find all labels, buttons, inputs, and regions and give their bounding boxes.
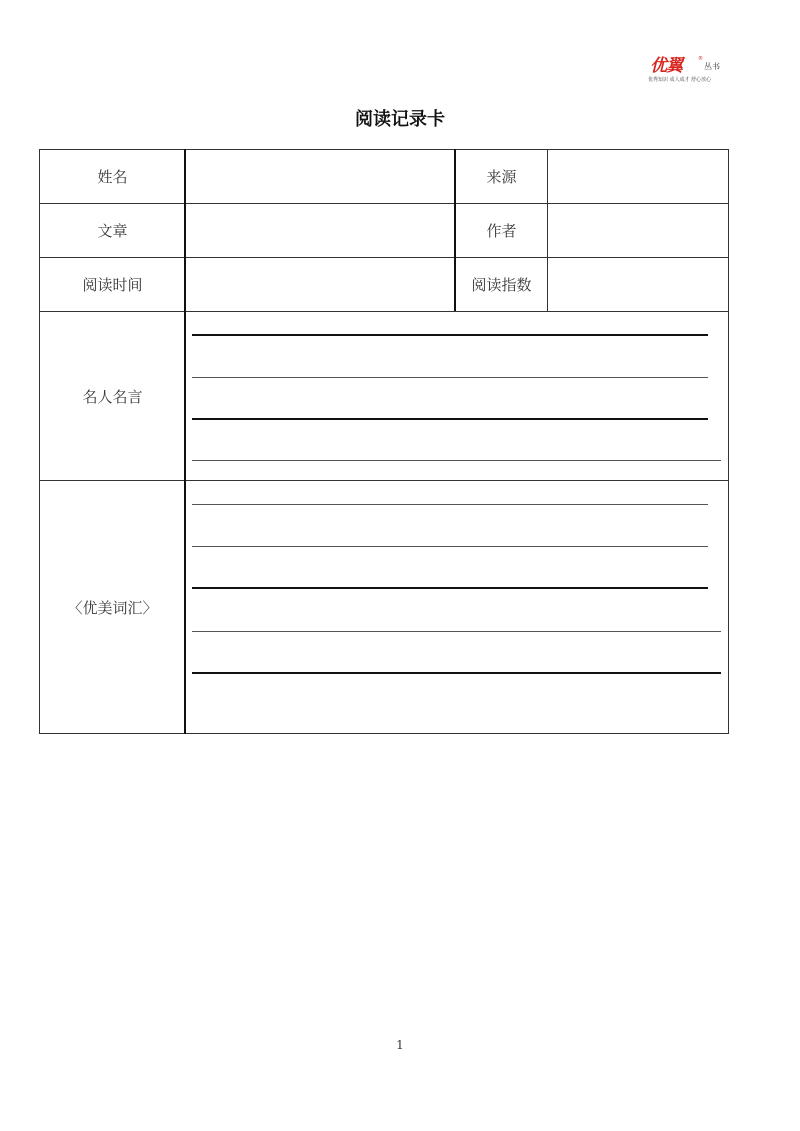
source-label-cell	[455, 149, 548, 204]
article-label-cell	[39, 203, 186, 258]
vocabulary-writing-area[interactable]	[185, 480, 729, 734]
name-field[interactable]	[185, 149, 456, 204]
reading-index-field[interactable]	[547, 257, 729, 312]
source-field[interactable]	[547, 149, 729, 204]
vocabulary-writing-line	[192, 631, 721, 632]
vocabulary-writing-line	[192, 672, 721, 674]
quotes-label-cell	[39, 311, 186, 481]
author-label: 作者	[486, 222, 517, 240]
logo-brand-text: 优翼	[650, 56, 682, 76]
vocabulary-writing-line	[192, 546, 708, 547]
vocabulary-writing-line	[192, 504, 708, 505]
vocabulary-label: 〈优美词汇〉	[67, 598, 158, 617]
quotes-label: 名人名言	[82, 387, 143, 406]
author-label-cell	[455, 203, 548, 258]
reading-time-label-cell	[39, 257, 186, 312]
reading-record-card	[39, 149, 729, 734]
reading-index-label: 阅读指数	[471, 276, 532, 294]
series-logo	[648, 56, 726, 88]
page-number: 1	[396, 1038, 404, 1052]
quotes-writing-line	[192, 334, 708, 336]
logo-slogan: 优秀知识 成人成才 舒心放心	[648, 77, 712, 83]
vocabulary-writing-line	[192, 587, 708, 589]
registered-mark: ®	[698, 56, 703, 62]
quotes-writing-line	[192, 377, 708, 378]
reading-time-label: 阅读时间	[82, 276, 143, 294]
quotes-writing-area[interactable]	[185, 311, 729, 481]
author-field[interactable]	[547, 203, 729, 258]
source-label: 来源	[486, 168, 517, 186]
name-label: 姓名	[97, 168, 128, 186]
article-field[interactable]	[185, 203, 456, 258]
name-label-cell	[39, 149, 186, 204]
reading-time-field[interactable]	[185, 257, 456, 312]
logo-suffix-text: 丛书	[704, 62, 720, 71]
reading-index-label-cell	[455, 257, 548, 312]
column-divider-left	[184, 149, 186, 734]
article-label: 文章	[97, 222, 128, 240]
quotes-writing-line	[192, 460, 721, 461]
page-title: 阅读记录卡	[355, 109, 445, 130]
vocabulary-label-cell	[39, 480, 186, 734]
quotes-writing-line	[192, 418, 708, 420]
column-divider-middle	[454, 149, 456, 311]
